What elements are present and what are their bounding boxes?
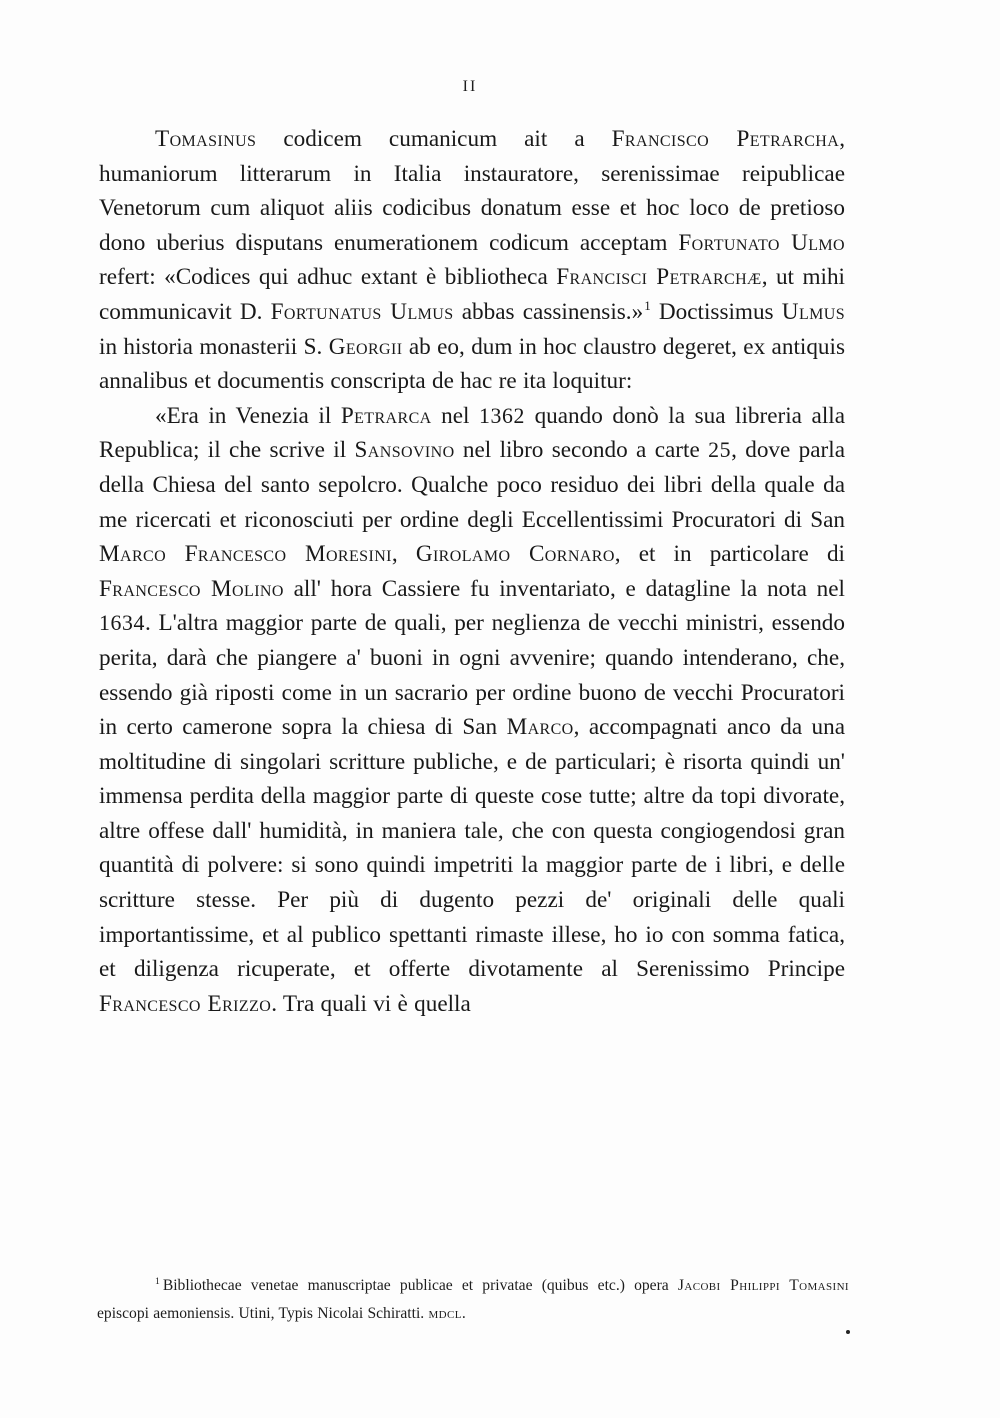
numeral: 25 [708,438,732,463]
proper-name: Francesco Molino [99,575,284,602]
proper-name: Francesco Erizzo [99,990,272,1017]
paragraph-italian: «Era in Venezia il Petrarca nel 1362 quando donò la sua libreria alla Republica; il che scrive il Sansovino nel libro secondo a carte 25, dove parla della Chiesa del santo sepolcro. Qualche poco residuo dei libri della quale da me ricercati et riconosciuti per ordine degli Eccellentissimi Procuratori di San Marco Francesco Moresini, Girolamo Cornaro, et in particolare di Francesco Molino all' hora Cassiere fu inventariato, e datagline la nota nel 1634. L'altra maggior parte de quali, per neglienza de vecchi ministri, essendo perita, darà che piangere a' buoni in ogni avvenire; quando intenderano, che, essendo già riposti come in un sacrario per ordine buono de vecchi Procuratori in certo camerone sopra la chiesa di San Marco, accompagnati anco da una moltitudine di singolari scritture publiche, e de particulari; è risorta quindi un' immensa perdita della maggior parte di queste cose tutte; altre da topi divorate, altre offese dall' humidità, in maniera tale, che con questa congiogendosi gran quantità di polvere: si sono quindi impetriti la maggior parte de i libri, e delle scritture stesse. Per più di dugento pezzi de' originali delle quali importantissime, et al publico spettanti rimaste illese, ho io con somma fatica, et diligenza ricuperate, et offerte divotamente al Serenissimo Principe Francesco Erizzo. Tra quali vi è quella [99,402,846,1017]
proper-name: Ulmus [781,298,845,325]
ink-speck-artifact [846,1330,850,1334]
proper-name: Petrarca [340,402,432,429]
footnote-text: Bibliothecae venetae manuscriptae publicae et privatae (quibus etc.) opera Jacobi Philippi Tomasini episcopi aemoniensis. Utini, Typis Nicolai Schiratti. mdcl. [97,1277,849,1322]
footnote [97,1272,849,1327]
proper-name: Francisci Petrarchæ [556,264,762,291]
text-block [99,122,845,1021]
proper-name: Fortunato Ulmo [678,229,846,256]
proper-name: mdcl [428,1304,462,1322]
folio-number: II [462,78,478,95]
numeral: 1362 [479,403,526,428]
proper-name: Fortunatus Ulmus [270,298,454,325]
numeral: 1634 [99,611,145,636]
footnote-marker: 1 [155,1275,160,1287]
footnote-reference: 1 [644,298,651,314]
paragraph-latin: Tomasinus codicem cumanicum ait a Francisco Petrarcha, humaniorum litterarum in Italia instauratore, serenissimae reipublicae Venetorum cum aliquot aliis codicibus donatum esse et hoc loco de pretioso dono uberius disputans enumerationem codicum acceptam Fortunato Ulmo refert: «Codices qui adhuc extant è bibliotheca Francisci Petrarchæ, ut mihi communicavit D. Fortunatus Ulmus abbas cassinensis.»$^1$ Doctissimus Ulmus in historia monasterii S. Georgii ab eo, dum in hoc claustro degeret, ex antiquis annalibus et documentis conscripta de hac re ita loquitur: [99,126,846,395]
proper-name: Jacobi Philippi Tomasini [677,1277,849,1294]
proper-name: Marco Francesco Moresini [99,541,392,568]
proper-name: Sansovino [354,437,455,464]
proper-name: Girolamo Cornaro [415,541,615,568]
proper-name: Marco [506,714,574,741]
proper-name: Georgii [328,333,403,360]
proper-name: Francisco Petrarcha [611,126,840,152]
proper-name: Tomasinus [155,126,257,152]
